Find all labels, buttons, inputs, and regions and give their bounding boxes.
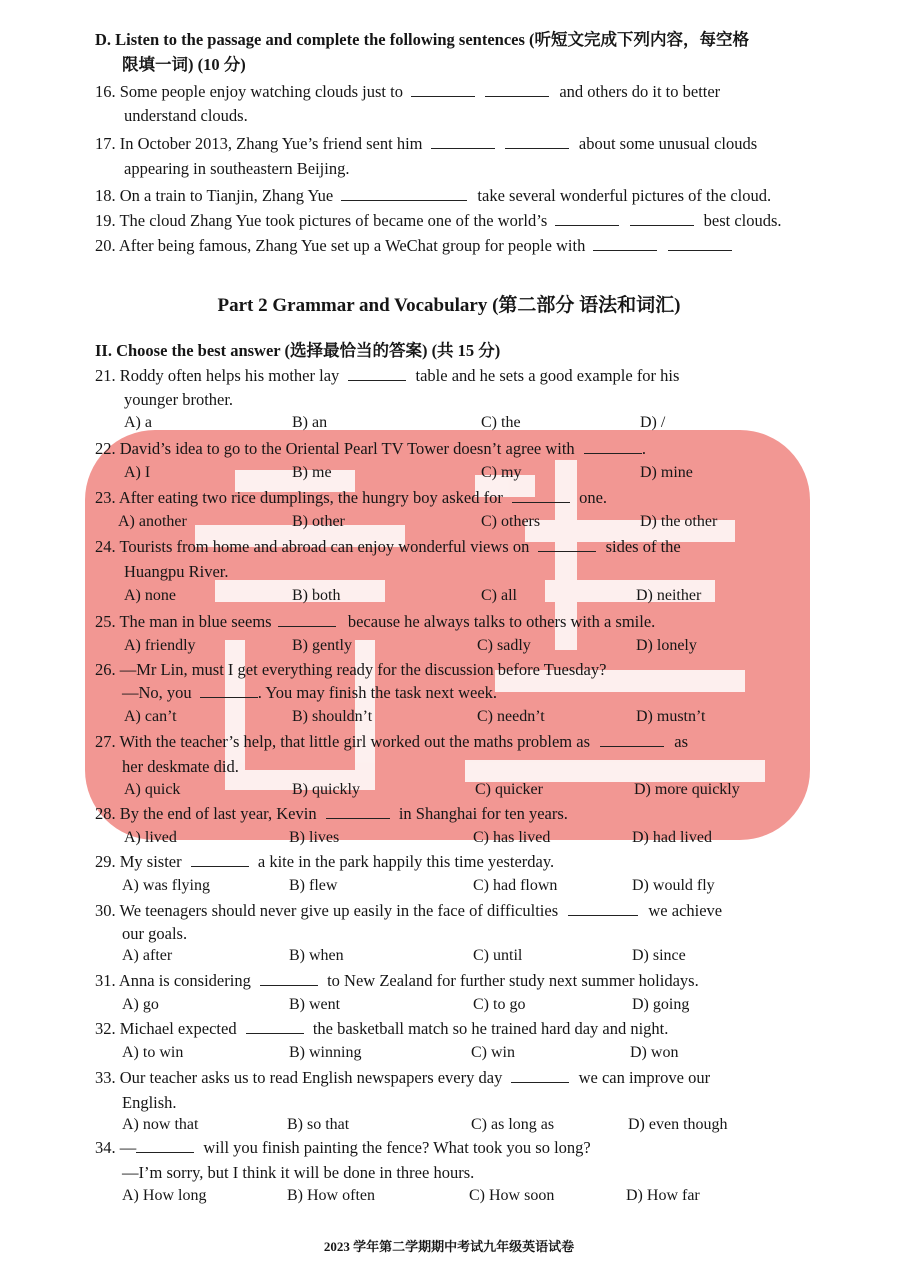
option-c[interactable]: C) win (471, 1044, 515, 1061)
option-d[interactable]: D) neither (636, 587, 702, 604)
answer-blank[interactable] (505, 134, 569, 149)
option-b[interactable]: B) other (292, 513, 345, 530)
option-d[interactable]: D) more quickly (634, 781, 740, 798)
option-c[interactable]: C) until (473, 947, 523, 964)
option-a[interactable]: A) I (124, 464, 151, 481)
option-b[interactable]: B) gently (292, 637, 352, 654)
option-c[interactable]: C) quicker (475, 781, 543, 798)
question-18: 18. On a train to Tianjin, Zhang Yue take several wonderful pictures of the cloud. (95, 186, 772, 205)
answer-blank[interactable] (191, 852, 249, 867)
option-c[interactable]: C) How soon (469, 1187, 555, 1204)
option-d[interactable]: D) since (632, 947, 686, 964)
option-d[interactable]: D) won (630, 1044, 679, 1061)
option-a[interactable]: A) now that (122, 1116, 199, 1133)
question-16-cont: understand clouds. (124, 106, 248, 125)
option-c[interactable]: C) sadly (477, 637, 531, 654)
option-c[interactable]: C) needn’t (477, 708, 545, 725)
option-a[interactable]: A) to win (122, 1044, 184, 1061)
option-d[interactable]: D) mustn’t (636, 708, 706, 725)
answer-blank[interactable] (246, 1019, 304, 1034)
option-c[interactable]: C) all (481, 587, 517, 604)
answer-blank[interactable] (668, 236, 732, 251)
answer-blank[interactable] (538, 537, 596, 552)
answer-blank[interactable] (200, 683, 258, 698)
question-28: 28. By the end of last year, Kevin in Shanghai for ten years. (95, 804, 568, 823)
question-21-cont: younger brother. (124, 390, 234, 409)
option-a[interactable]: A) friendly (124, 637, 196, 654)
question-31: 31. Anna is considering to New Zealand for further study next summer holidays. (95, 971, 699, 990)
section-ii-title: II. Choose the best answer (选择最恰当的答案) (共 15 分) (95, 341, 501, 360)
answer-blank[interactable] (485, 82, 549, 97)
option-a[interactable]: A) quick (124, 781, 181, 798)
question-22: 22. David’s idea to go to the Oriental Pearl TV Tower doesn’t agree with . (95, 439, 646, 458)
option-b[interactable]: B) an (292, 414, 328, 431)
answer-blank[interactable] (411, 82, 475, 97)
answer-blank[interactable] (512, 488, 570, 503)
question-21: 21. Roddy often helps his mother lay table and he sets a good example for his (95, 366, 680, 385)
question-34: 34. — will you finish painting the fence? What took you so long? (95, 1138, 591, 1157)
option-b[interactable]: B) went (289, 996, 341, 1013)
option-b[interactable]: B) How often (287, 1187, 375, 1204)
option-b[interactable]: B) me (292, 464, 332, 481)
question-24-cont: Huangpu River. (124, 562, 229, 581)
question-30-cont: our goals. (122, 924, 188, 943)
question-25: 25. The man in blue seems because he always talks to others with a smile. (95, 612, 656, 631)
option-a[interactable]: A) another (118, 513, 187, 530)
answer-blank[interactable] (568, 901, 638, 916)
option-b[interactable]: B) so that (287, 1116, 350, 1133)
answer-blank[interactable] (600, 732, 664, 747)
option-d[interactable]: D) even though (628, 1116, 728, 1133)
option-d[interactable]: D) the other (640, 513, 718, 530)
question-23: 23. After eating two rice dumplings, the hungry boy asked for one. (95, 488, 608, 507)
question-27: 27. With the teacher’s help, that little girl worked out the maths problem as as (95, 732, 688, 751)
option-c[interactable]: C) others (481, 513, 541, 530)
option-b[interactable]: B) when (289, 947, 344, 964)
option-a[interactable]: A) was flying (122, 877, 210, 894)
question-33-cont: English. (122, 1093, 177, 1112)
option-b[interactable]: B) shouldn’t (292, 708, 373, 725)
option-c[interactable]: C) to go (473, 996, 526, 1013)
page-footer: 2023 学年第二学期期中考试九年级英语试卷 (323, 1239, 575, 1254)
option-c[interactable]: C) had flown (473, 877, 558, 894)
option-a[interactable]: A) after (122, 947, 173, 964)
question-26-cont: —No, you . You may finish the task next week. (122, 683, 498, 702)
question-24: 24. Tourists from home and abroad can enjoy wonderful views on sides of the (95, 537, 681, 556)
option-b[interactable]: B) winning (289, 1044, 362, 1061)
answer-blank[interactable] (341, 186, 467, 201)
question-26: 26. —Mr Lin, must I get everything ready for the discussion before Tuesday? (95, 660, 607, 679)
question-29: 29. My sister a kite in the park happily this time yesterday. (95, 852, 555, 871)
answer-blank[interactable] (593, 236, 657, 251)
question-34-cont: —I’m sorry, but I think it will be done in three hours. (122, 1163, 475, 1182)
option-c[interactable]: C) my (481, 464, 522, 481)
option-a[interactable]: A) go (122, 996, 159, 1013)
question-20: 20. After being famous, Zhang Yue set up a WeChat group for people with (95, 236, 732, 256)
option-a[interactable]: A) lived (124, 829, 177, 846)
option-d[interactable]: D) lonely (636, 637, 697, 654)
question-27-cont: her deskmate did. (122, 757, 239, 776)
answer-blank[interactable] (348, 366, 406, 381)
option-b[interactable]: B) flew (289, 877, 338, 894)
question-32: 32. Michael expected the basketball match so he trained hard day and night. (95, 1019, 669, 1038)
option-b[interactable]: B) lives (289, 829, 340, 846)
section-d-title: D. Listen to the passage and complete the following sentences (听短文完成下列内容，每空格 (95, 30, 750, 49)
option-a[interactable]: A) a (124, 414, 152, 431)
answer-blank[interactable] (326, 804, 390, 819)
option-a[interactable]: A) none (124, 587, 176, 604)
option-a[interactable]: A) can’t (124, 708, 177, 725)
option-d[interactable]: D) / (640, 414, 666, 431)
question-30: 30. We teenagers should never give up easily in the face of difficulties we achieve (95, 901, 723, 920)
option-c[interactable]: C) the (481, 414, 521, 431)
answer-blank[interactable] (431, 134, 495, 149)
option-b[interactable]: B) both (292, 587, 341, 604)
answer-blank[interactable] (555, 211, 619, 226)
answer-blank[interactable] (511, 1068, 569, 1083)
answer-blank[interactable] (278, 612, 336, 627)
question-33: 33. Our teacher asks us to read English newspapers every day we can improve our (95, 1068, 711, 1087)
part-2-title: Part 2 Grammar and Vocabulary (第二部分 语法和词汇) (217, 295, 681, 316)
option-b[interactable]: B) quickly (292, 781, 360, 798)
option-c[interactable]: C) as long as (471, 1116, 555, 1133)
question-16: 16. Some people enjoy watching clouds just to and others do it to better (95, 82, 721, 101)
option-d[interactable]: D) going (632, 996, 690, 1013)
option-c[interactable]: C) has lived (473, 829, 551, 846)
question-19: 19. The cloud Zhang Yue took pictures of became one of the world’s best clouds. (95, 211, 782, 230)
option-d[interactable]: D) How far (626, 1187, 700, 1204)
option-d[interactable]: D) would fly (632, 877, 715, 894)
answer-blank[interactable] (260, 971, 318, 986)
option-d[interactable]: D) had lived (632, 829, 712, 846)
question-17-cont: appearing in southeastern Beijing. (124, 159, 350, 178)
option-a[interactable]: A) How long (122, 1187, 207, 1204)
answer-blank[interactable] (630, 211, 694, 226)
answer-blank[interactable] (136, 1138, 194, 1153)
answer-blank[interactable] (584, 439, 642, 454)
section-d-title-cont: 限填一词) (10 分) (122, 55, 246, 74)
question-17: 17. In October 2013, Zhang Yue’s friend sent him about some unusual clouds (95, 134, 758, 153)
option-d[interactable]: D) mine (640, 464, 693, 481)
